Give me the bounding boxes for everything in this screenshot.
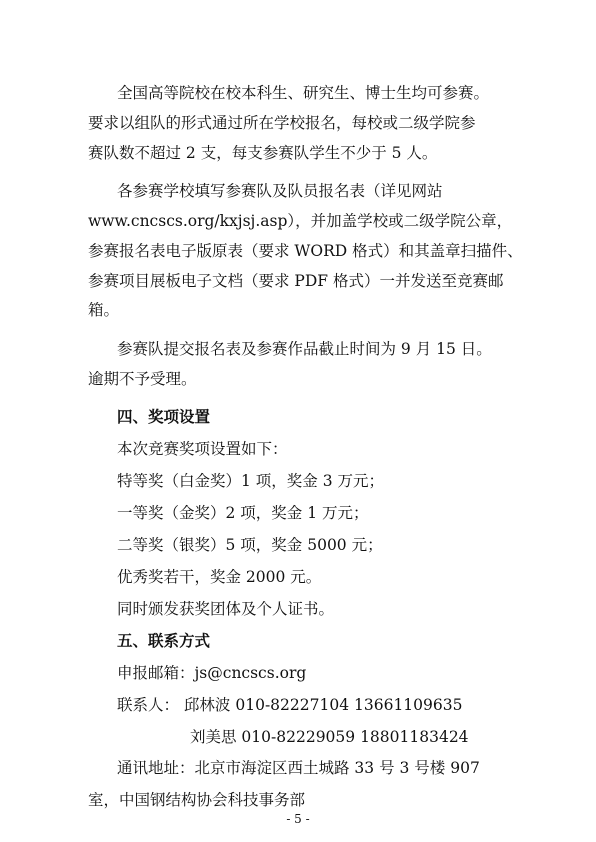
eligibility-line-2: 要求以组队的形式通过所在学校报名，每校或二级学院参 bbox=[88, 114, 476, 132]
registration-line-3: 参赛报名表电子版原表（要求 WORD 格式）和其盖章扫描件、 bbox=[88, 242, 523, 260]
registration-line-5: 箱。 bbox=[88, 301, 120, 319]
award-excellence: 优秀奖若干，奖金 2000 元。 bbox=[117, 568, 322, 586]
award-certificates: 同时颁发获奖团体及个人证书。 bbox=[117, 600, 335, 618]
eligibility-line-3: 赛队数不超过 2 支，每支参赛队学生不少于 5 人。 bbox=[88, 144, 438, 162]
contact-address-line-2: 室，中国钢结构协会科技事务部 bbox=[88, 791, 306, 809]
award-special: 特等奖（白金奖）1 项，奖金 3 万元； bbox=[117, 472, 385, 490]
awards-intro: 本次竞赛奖项设置如下： bbox=[117, 440, 288, 458]
award-second: 二等奖（银奖）5 项，奖金 5000 元； bbox=[117, 536, 383, 554]
registration-line-2: www.cncscs.org/kxjsj.asp），并加盖学校或二级学院公章， bbox=[88, 212, 513, 230]
registration-line-1: 各参赛学校填写参赛队及队员报名表（详见网站 bbox=[117, 182, 443, 200]
deadline-line-2: 逾期不予受理。 bbox=[88, 370, 197, 388]
contact-person-2: 刘美思 010-82229059 18801183424 bbox=[190, 728, 469, 746]
section-heading-contact: 五、联系方式 bbox=[117, 631, 211, 650]
page-number: - 5 - bbox=[286, 812, 310, 826]
contact-email: 申报邮箱：js@cncscs.org bbox=[117, 664, 307, 682]
contact-person-1: 联系人： 邱林波 010-82227104 13661109635 bbox=[117, 696, 463, 714]
section-heading-awards: 四、奖项设置 bbox=[117, 407, 211, 426]
deadline-line-1: 参赛队提交报名表及参赛作品截止时间为 9 月 15 日。 bbox=[117, 340, 492, 358]
award-first: 一等奖（金奖）2 项，奖金 1 万元； bbox=[117, 504, 369, 522]
registration-line-4: 参赛项目展板电子文档（要求 PDF 格式）一并发送至竞赛邮 bbox=[88, 272, 504, 290]
contact-address-line-1: 通讯地址：北京市海淀区西土城路 33 号 3 号楼 907 bbox=[117, 759, 480, 777]
eligibility-line-1: 全国高等院校在校本科生、研究生、博士生均可参赛。 bbox=[117, 84, 490, 102]
